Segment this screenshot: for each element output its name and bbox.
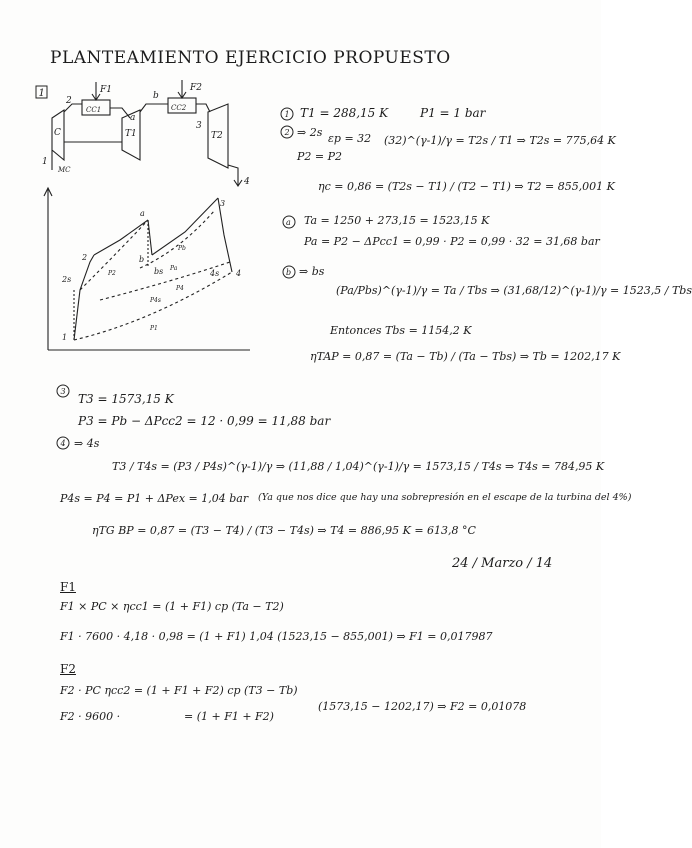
compressor-label: C	[54, 128, 61, 138]
step2-line1: εp = 32	[328, 132, 372, 145]
ts-p2-label: P2	[108, 270, 116, 277]
date-signature: 24 / Marzo / 14	[452, 556, 553, 571]
step1-num: 1	[284, 110, 290, 119]
ts-3-label: 3	[220, 199, 226, 208]
step4-arrow: ⇒ 4s	[74, 437, 100, 450]
cc2-label: CC2	[171, 104, 187, 112]
step1-p1: P1 = 1 bar	[420, 106, 486, 120]
step4-eq3: ηTG BP = 0,87 = (T3 − T4) / (T3 − T4s) ⇒ T4 = 886,95 K = 613,8 °C	[92, 524, 476, 537]
step4-note: (Ya que nos dice que hay una sobrepresión en el escape de la turbina del 4%)	[258, 492, 632, 503]
state-4-label: 4	[244, 177, 250, 187]
ts-a-label: a	[140, 209, 145, 218]
step4-eq1: T3 / T4s = (P3 / P4s)^(γ-1)/γ ⇒ (11,88 / 1,04)^(γ-1)/γ = 1573,15 / T4s ⇒ T4s = 784,95 K	[112, 460, 605, 473]
state-2-label: 2	[66, 96, 72, 106]
f2-eq1: F2 · PC ηcc2 = (1 + F1 + F2) cp (T3 − Tb)	[60, 684, 298, 697]
f1-eq2: F1 · 7600 · 4,18 · 0,98 = (1 + F1) 1,04 (1523,15 − 855,001) ⇒ F1 = 0,017987	[60, 630, 493, 643]
f2-heading: F2	[60, 662, 76, 676]
ts-2-label: 2	[82, 253, 88, 262]
state-a-label: a	[130, 113, 136, 123]
stepa-num: a	[286, 218, 291, 227]
step3-eq1: T3 = 1573,15 K	[78, 392, 174, 406]
ts-4s-label: 4s	[210, 269, 220, 278]
state-1-label: 1	[42, 157, 48, 167]
step3-eq2: P3 = Pb − ΔPcc2 = 12 · 0,99 = 11,88 bar	[78, 414, 331, 428]
stepb-arrow: ⇒ bs	[299, 265, 325, 278]
step4-eq2: P4s = P4 = P1 + ΔPex = 1,04 bar	[60, 492, 249, 505]
step2-arrow: ⇒ 2s	[297, 126, 323, 139]
f2-eq2b: = (1 + F1 + F2)	[184, 710, 274, 723]
f1-label: F1	[100, 85, 112, 95]
ts-labels	[61, 199, 241, 342]
step2-line1b: P2 = P2	[297, 150, 343, 163]
step3-num: 3	[60, 387, 66, 396]
ts-pa-label: Pa	[170, 265, 178, 272]
f2-label: F2	[190, 83, 202, 93]
stepb-num: b	[286, 268, 292, 277]
turbine2-label: T2	[211, 131, 223, 141]
cc1-label: CC1	[86, 106, 102, 114]
state-b-label: b	[153, 91, 159, 101]
stepb-eq2: Entonces Tbs = 1154,2 K	[330, 324, 472, 337]
step4-num: 4	[60, 439, 66, 448]
ts-b-label: b	[139, 255, 145, 264]
ts-1-label: 1	[62, 333, 68, 342]
step2-eq2: ηc = 0,86 = (T2s − T1) / (T2 − T1) ⇒ T2 = 855,001 K	[318, 180, 615, 193]
page-title: PLANTEAMIENTO EJERCICIO PROPUESTO	[50, 48, 451, 68]
ts-4-label: 4	[236, 269, 242, 278]
ts-p1-label: P1	[150, 325, 158, 332]
ts-p4s-label: P4s	[150, 297, 161, 304]
turbine1-label: T1	[125, 129, 137, 139]
f1-heading: F1	[60, 580, 76, 594]
ts-2s-label: 2s	[62, 275, 72, 284]
stepb-eq3: ηTAP = 0,87 = (Ta − Tb) / (Ta − Tbs) ⇒ Tb = 1202,17 K	[310, 350, 621, 363]
schematic-labels	[42, 83, 250, 187]
ts-p4-label: P4	[176, 285, 184, 292]
mc-label: MC	[58, 166, 71, 174]
stepa-eq2: Pa = P2 − ΔPcc1 = 0,99 · P2 = 0,99 · 32 = 31,68 bar	[304, 235, 600, 248]
section-marker: 1	[38, 88, 45, 99]
f2-eq2a: F2 · 9600 ·	[60, 710, 121, 723]
step2-eq1: (32)^(γ-1)/γ = T2s / T1 ⇒ T2s = 775,64 K	[384, 134, 616, 147]
step2-num: 2	[284, 128, 290, 137]
f1-eq1: F1 × PC × ηcc1 = (1 + F1) cp (Ta − T2)	[60, 600, 284, 613]
ts-bs-label: bs	[154, 267, 164, 276]
ts-pb-label: Pb	[178, 245, 186, 252]
step1-t1: T1 = 288,15 K	[300, 106, 389, 120]
f2-eq2c: (1573,15 − 1202,17) ⇒ F2 = 0,01078	[318, 700, 527, 713]
stepa-eq1: Ta = 1250 + 273,15 = 1523,15 K	[304, 214, 490, 227]
stepb-eq1: (Pa/Pbs)^(γ-1)/γ = Ta / Tbs ⇒ (31,68/12)^(γ-1)/γ = 1523,5 / Tbs	[336, 284, 692, 297]
state-3-label: 3	[196, 121, 202, 131]
